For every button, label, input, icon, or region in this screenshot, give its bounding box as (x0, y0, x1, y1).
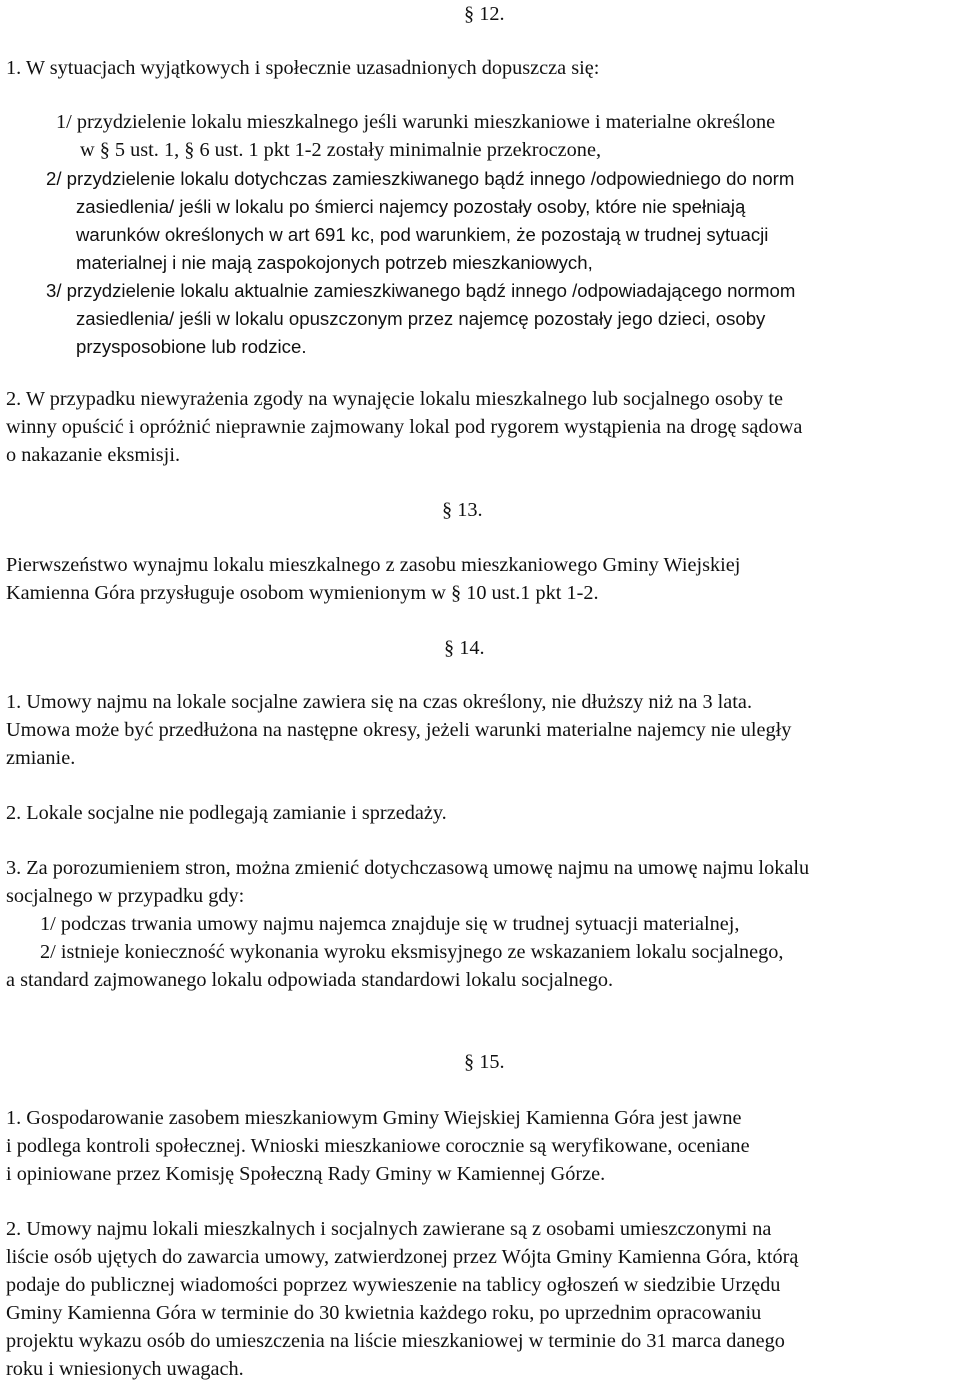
text-line: i opiniowane przez Komisję Społeczną Rady Gminy w Kamiennej Górze. (6, 1163, 606, 1185)
text-line: 1/ podczas trwania umowy najmu najemca znajduje się w trudnej sytuacji materialnej, (40, 913, 740, 935)
text-line: podaje do publicznej wiadomości poprzez wywieszenie na tablicy ogłoszeń w siedzibie Urzędu (6, 1274, 781, 1296)
text-line: zmianie. (6, 747, 76, 769)
text-line: Gminy Kamienna Góra w terminie do 30 kwietnia każdego roku, po uprzednim opracowaniu (6, 1302, 762, 1324)
text-line: a standard zajmowanego lokalu odpowiada standardowi lokalu socjalnego. (6, 969, 614, 991)
text-line: 1. Umowy najmu na lokale socjalne zawiera się na czas określony, nie dłuższy niż na 3 lata. (6, 691, 753, 713)
text-line: 1. Gospodarowanie zasobem mieszkaniowym Gminy Wiejskiej Kamienna Góra jest jawne (6, 1107, 742, 1129)
text-line: 1. W sytuacjach wyjątkowych i społecznie uzasadnionych dopuszcza się: (6, 57, 600, 79)
text-line: 3/ przydzielenie lokalu aktualnie zamieszkiwanego bądź innego /odpowiadającego normom (46, 280, 796, 301)
section-heading-14: § 14. (444, 637, 485, 659)
text-line: zasiedlenia/ jeśli w lokalu po śmierci najemcy pozostały osoby, które nie spełniają (76, 196, 746, 217)
text-line: Kamienna Góra przysługuje osobom wymienionym w § 10 ust.1 pkt 1-2. (6, 582, 599, 604)
text-line: liście osób ujętych do zawarcia umowy, zatwierdzonej przez Wójta Gminy Kamienna Góra, którą (6, 1246, 799, 1268)
text-line: projektu wykazu osób do umieszczenia na liście mieszkaniowej w terminie do 31 marca danego (6, 1330, 785, 1352)
text-line: Umowa może być przedłużona na następne okresy, jeżeli warunki materialne najemcy nie uległy (6, 719, 792, 741)
text-line: 2. W przypadku niewyrażenia zgody na wynajęcie lokalu mieszkalnego lub socjalnego osoby te (6, 388, 784, 410)
section-heading-15: § 15. (464, 1051, 505, 1073)
text-line: 2/ istnieje konieczność wykonania wyroku eksmisyjnego ze wskazaniem lokalu socjalnego, (40, 941, 784, 963)
text-line: zasiedlenia/ jeśli w lokalu opuszczonym przez najemcę pozostały jego dzieci, osoby (76, 308, 766, 329)
text-line: o nakazanie eksmisji. (6, 444, 181, 466)
text-line: przysposobione lub rodzice. (76, 336, 307, 357)
text-line: winny opuścić i opróżnić nieprawnie zajmowany lokal pod rygorem wystąpienia na drogę sądowa (6, 416, 803, 438)
text-line: i podlega kontroli społecznej. Wnioski mieszkaniowe corocznie są weryfikowane, oceniane (6, 1135, 750, 1157)
text-line: 2. Lokale socjalne nie podlegają zamianie i sprzedaży. (6, 802, 447, 824)
section-heading-13: § 13. (442, 499, 483, 521)
text-line: socjalnego w przypadku gdy: (6, 885, 245, 907)
text-line: 2/ przydzielenie lokalu dotychczas zamieszkiwanego bądź innego /odpowiedniego do norm (46, 168, 795, 189)
text-line: Pierwszeństwo wynajmu lokalu mieszkalnego z zasobu mieszkaniowego Gminy Wiejskiej (6, 554, 741, 576)
section-heading-12: § 12. (464, 3, 505, 25)
text-line: 2. Umowy najmu lokali mieszkalnych i socjalnych zawierane są z osobami umieszczonymi na (6, 1218, 772, 1240)
text-line: 1/ przydzielenie lokalu mieszkalnego jeśli warunki mieszkaniowe i materialne określone (56, 111, 776, 133)
text-line: 3. Za porozumieniem stron, można zmienić dotychczasową umowę najmu na umowę najmu lokalu (6, 857, 810, 879)
text-line: roku i wniesionych uwagach. (6, 1358, 244, 1380)
text-line: materialnej i nie mają zaspokojonych potrzeb mieszkaniowych, (76, 252, 593, 273)
text-line: warunków określonych w art 691 kc, pod warunkiem, że pozostają w trudnej sytuacji (76, 224, 769, 245)
text-line: w § 5 ust. 1, § 6 ust. 1 pkt 1-2 zostały minimalnie przekroczone, (80, 139, 602, 161)
